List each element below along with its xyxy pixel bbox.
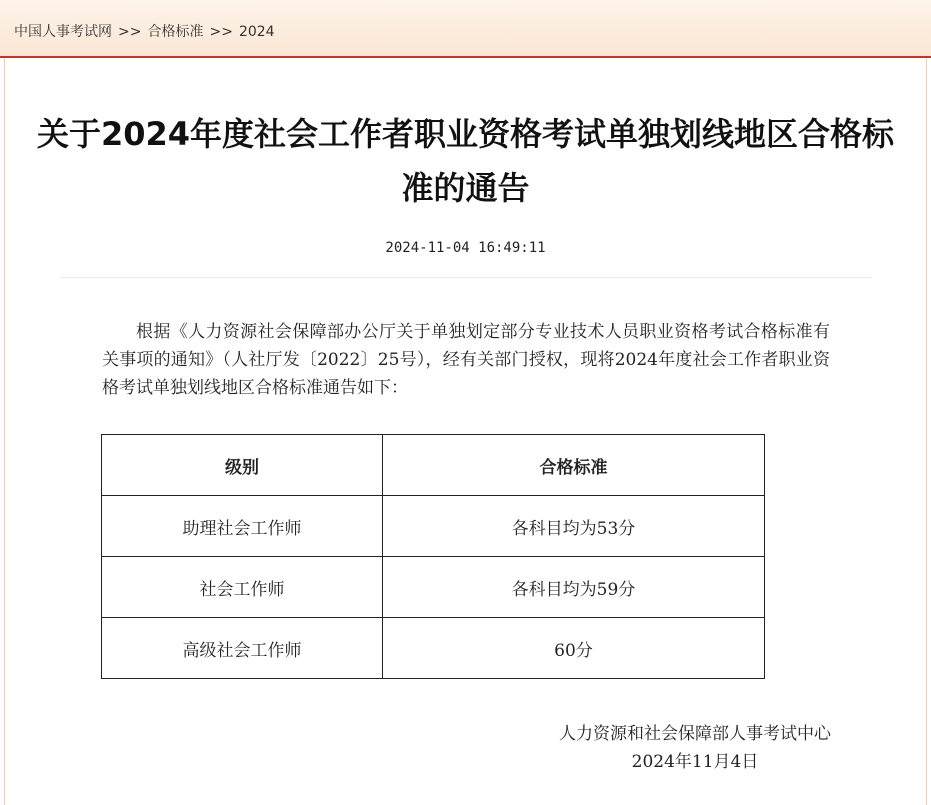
- breadcrumb-year-link[interactable]: 2024: [238, 24, 275, 40]
- breadcrumb-separator: >>: [209, 24, 233, 40]
- table-row: [102, 496, 765, 557]
- publish-datetime: 2024-11-04 16:49:11: [385, 240, 546, 256]
- intro-paragraph: 根据《人力资源社会保障部办公厅关于单独划定部分专业技术人员职业资格考试合格标准有关事项的通知》（人社厅发〔2022〕25号），经有关部门授权，现将2024年度社会工作者职业资格考试单独划线地区合格标准通告如下：: [102, 322, 830, 398]
- table-row: [102, 618, 765, 679]
- table-cell-level: 社会工作师: [102, 557, 383, 618]
- content-border-left: [4, 58, 5, 805]
- table-header-level: 级别: [102, 435, 383, 496]
- breadcrumb: [14, 21, 275, 41]
- signature-date: 2024年11月4日: [631, 752, 759, 772]
- table-cell-level: 助理社会工作师: [102, 496, 383, 557]
- table-cell-standard: 各科目均为53分: [383, 496, 765, 557]
- top-bar: [0, 0, 931, 58]
- breadcrumb-home-link[interactable]: 中国人事考试网: [14, 24, 112, 40]
- breadcrumb-separator: >>: [118, 24, 142, 40]
- signature-org: 人力资源和社会保障部人事考试中心: [559, 724, 831, 744]
- table-cell-level: 高级社会工作师: [102, 618, 383, 679]
- article-title: 关于2024年度社会工作者职业资格考试单独划线地区合格标准的通告: [36, 115, 895, 207]
- content-border-right: [926, 58, 927, 805]
- table-cell-standard: 各科目均为59分: [383, 557, 765, 618]
- signature-block: [559, 720, 831, 776]
- title-divider: [60, 277, 872, 278]
- table-header-standard: 合格标准: [383, 435, 765, 496]
- table-header-row: [102, 435, 765, 496]
- standards-table: [101, 434, 765, 679]
- table-cell-standard: 60分: [383, 618, 765, 679]
- table-row: [102, 557, 765, 618]
- breadcrumb-category-link[interactable]: 合格标准: [147, 24, 204, 40]
